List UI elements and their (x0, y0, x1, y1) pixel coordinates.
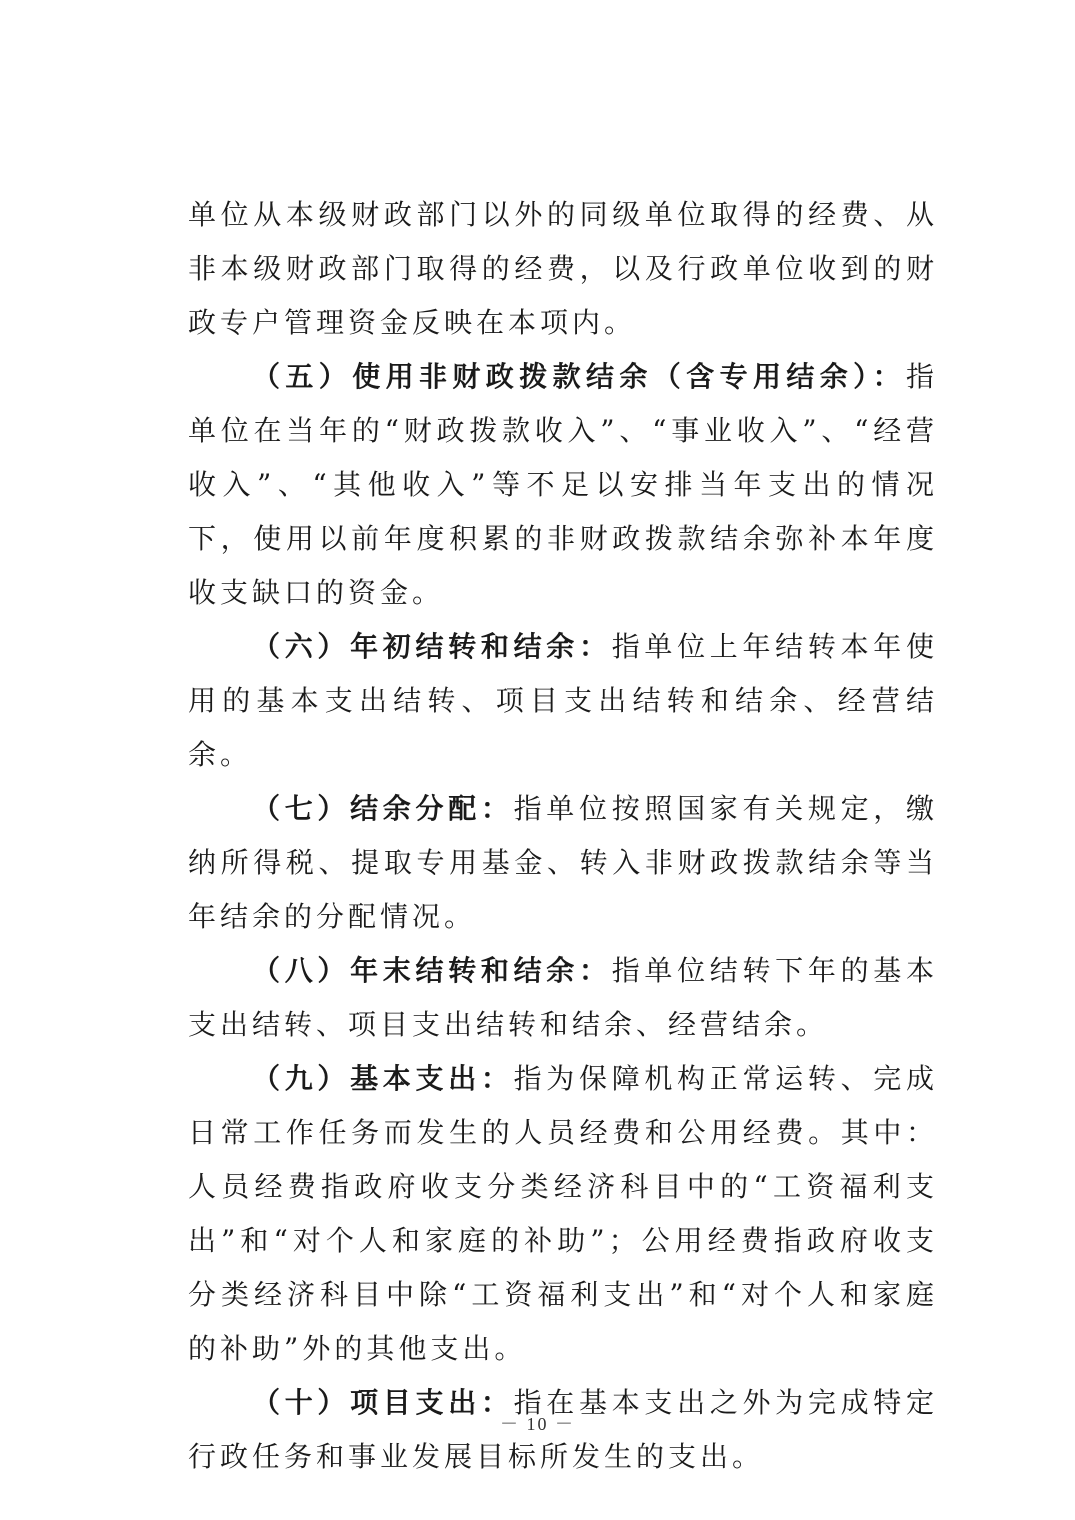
item-body: 指单位上年结转本年使用的基本支出结转、项目支出结转和结余、经营结余。 (188, 630, 938, 771)
item-heading: （七）结余分配： (252, 792, 514, 825)
paragraph-item-7 (188, 782, 938, 944)
paragraph-item-6 (188, 620, 938, 782)
item-heading: （五）使用非财政拨款结余（含专用结余）： (252, 360, 906, 393)
item-body: 指单位在当年的“财政拨款收入”、“事业收入”、“经营收入”、“其他收入”等不足以安排当年支出的情况下，使用以前年度积累的非财政拨款结余弥补本年度收支缺口的资金。 (188, 360, 938, 609)
item-body: 指单位按照国家有关规定，缴纳所得税、提取专用基金、转入非财政拨款结余等当年结余的分配情况。 (188, 792, 938, 933)
item-heading: （九）基本支出： (252, 1062, 514, 1095)
document-body (188, 188, 938, 1484)
item-heading: （八）年末结转和结余： (252, 954, 612, 987)
paragraph-item-9 (188, 1052, 938, 1376)
item-heading: （六）年初结转和结余： (252, 630, 612, 663)
page-number: － 10 － (500, 1414, 575, 1434)
item-body: 指单位结转下年的基本支出结转、项目支出结转和结余、经营结余。 (188, 954, 938, 1041)
continuation-paragraph: 单位从本级财政部门以外的同级单位取得的经费、从非本级财政部门取得的经费，以及行政单位收到的财政专户管理资金反映在本项内。 (188, 198, 938, 339)
paragraph-item-8 (188, 944, 938, 1052)
item-heading: （十）项目支出： (252, 1386, 514, 1419)
item-body: 指在基本支出之外为完成特定行政任务和事业发展目标所发生的支出。 (188, 1386, 938, 1473)
paragraph-item-5 (188, 350, 938, 620)
item-body: 指为保障机构正常运转、完成日常工作任务而发生的人员经费和公用经费。其中：人员经费指政府收支分类经济科目中的“工资福利支出”和“对个人和家庭的补助”；公用经费指政府收支分类经济科目中除“工资福利支出”和“对个人和家庭的补助”外的其他支出。 (188, 1062, 938, 1365)
